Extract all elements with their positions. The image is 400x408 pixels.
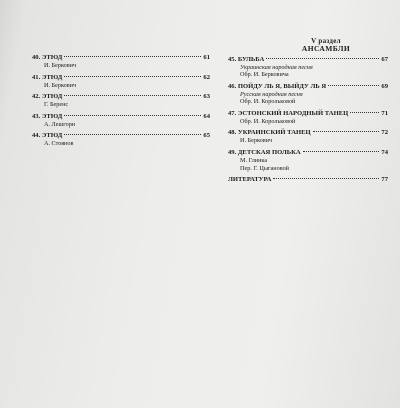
toc-entry-subline: Обр. И. Берковича bbox=[240, 71, 289, 79]
toc-entry-subline: И. Беркович bbox=[44, 62, 77, 69]
toc-entry-title: 44. ЭТЮД bbox=[32, 132, 63, 140]
toc-entry bbox=[32, 132, 210, 148]
toc-entry-title: 49. ДЕТСКАЯ ПОЛЬКА bbox=[228, 149, 301, 157]
toc-entry-title: 42. ЭТЮД bbox=[32, 93, 63, 101]
toc-entry bbox=[32, 93, 210, 109]
toc-right-column bbox=[228, 38, 388, 188]
toc-left-column bbox=[32, 54, 210, 152]
toc-entry-subline: Русская народная песня bbox=[240, 90, 303, 98]
dot-leader bbox=[303, 151, 380, 152]
toc-entry-title: 45. БУЛЬБА bbox=[228, 55, 265, 63]
toc-entry-title: 47. ЭСТОНСКИЙ НАРОДНЫЙ ТАНЕЦ bbox=[228, 109, 349, 117]
toc-entry-subline: Пер. Г. Цыгановой bbox=[240, 164, 289, 172]
toc-entry-line bbox=[228, 149, 388, 157]
toc-entry-page: 65 bbox=[203, 132, 210, 140]
toc-entry bbox=[32, 113, 210, 129]
toc-entry-subline: Обр. И. Корольковой bbox=[240, 117, 296, 125]
toc-entry-subline: А. Лешгорн bbox=[44, 120, 76, 128]
section-title: АНСАМБЛИ bbox=[301, 44, 351, 53]
toc-entry-line bbox=[228, 176, 388, 184]
toc-entry bbox=[228, 110, 388, 126]
toc-entry-title: 48. УКРАИНСКИЙ ТАНЕЦ bbox=[228, 129, 311, 137]
toc-entry-page: 63 bbox=[203, 93, 210, 101]
section-number: V раздел bbox=[311, 37, 341, 45]
toc-entry-title: 46. ПОЙДУ ЛЬ Я, ВЫЙДУ ЛЬ Я bbox=[228, 82, 327, 90]
toc-entry-page: 69 bbox=[381, 82, 388, 90]
section-heading bbox=[264, 38, 388, 53]
toc-entry-line bbox=[32, 132, 210, 140]
toc-entry-line bbox=[32, 54, 210, 62]
toc-entry-title: ЛИТЕРАТУРА bbox=[228, 176, 272, 184]
dot-leader bbox=[273, 178, 379, 179]
toc-entry-subline: А. Стоянов bbox=[44, 140, 74, 148]
toc-entry-subline: Г. Беренс bbox=[44, 101, 69, 109]
toc-entry bbox=[228, 83, 388, 106]
toc-entry-title: 40. ЭТЮД bbox=[32, 54, 63, 61]
toc-entry-line bbox=[32, 113, 210, 121]
dot-leader bbox=[64, 56, 201, 57]
dot-leader bbox=[64, 76, 201, 77]
toc-entry-page: 62 bbox=[203, 73, 210, 81]
toc-entry-page: 61 bbox=[203, 54, 210, 61]
dot-leader bbox=[64, 134, 201, 135]
toc-entry-page: 67 bbox=[381, 55, 388, 63]
dot-leader bbox=[350, 112, 379, 113]
dot-leader bbox=[64, 115, 201, 116]
dot-leader bbox=[64, 95, 201, 96]
dot-leader bbox=[328, 85, 379, 86]
toc-entry bbox=[228, 176, 388, 184]
toc-entry-subline: Обр. И. Корольковой bbox=[240, 98, 296, 106]
toc-entry-subline: И. Беркович bbox=[240, 137, 273, 145]
toc-entry-subline: Украинская народная песня bbox=[240, 63, 313, 71]
toc-entry bbox=[228, 129, 388, 145]
toc-entry-page: 71 bbox=[381, 109, 388, 117]
toc-entry bbox=[32, 54, 210, 70]
dot-leader bbox=[313, 131, 380, 132]
toc-entry-page: 72 bbox=[381, 129, 388, 137]
toc-entry-page: 74 bbox=[381, 149, 388, 157]
toc-entry-line bbox=[32, 93, 210, 101]
toc-entry-title: 41. ЭТЮД bbox=[32, 73, 63, 81]
toc-entry bbox=[228, 56, 388, 79]
toc-entry bbox=[32, 74, 210, 90]
toc-entry-subline: И. Беркович bbox=[44, 81, 77, 89]
toc-entry-line bbox=[228, 110, 388, 118]
toc-entry-page: 77 bbox=[381, 176, 388, 184]
toc-entry-title: 43. ЭТЮД bbox=[32, 112, 63, 120]
toc-entry-line bbox=[228, 56, 388, 64]
toc-entry-line bbox=[32, 74, 210, 82]
toc-entry-page: 64 bbox=[203, 112, 210, 120]
dot-leader bbox=[266, 58, 379, 59]
toc-entry-subline: М. Глинка bbox=[240, 157, 268, 165]
toc-entry bbox=[228, 149, 388, 172]
toc-right-entries bbox=[228, 56, 388, 185]
toc-entry-line bbox=[228, 129, 388, 137]
toc-entry-line bbox=[228, 83, 388, 91]
